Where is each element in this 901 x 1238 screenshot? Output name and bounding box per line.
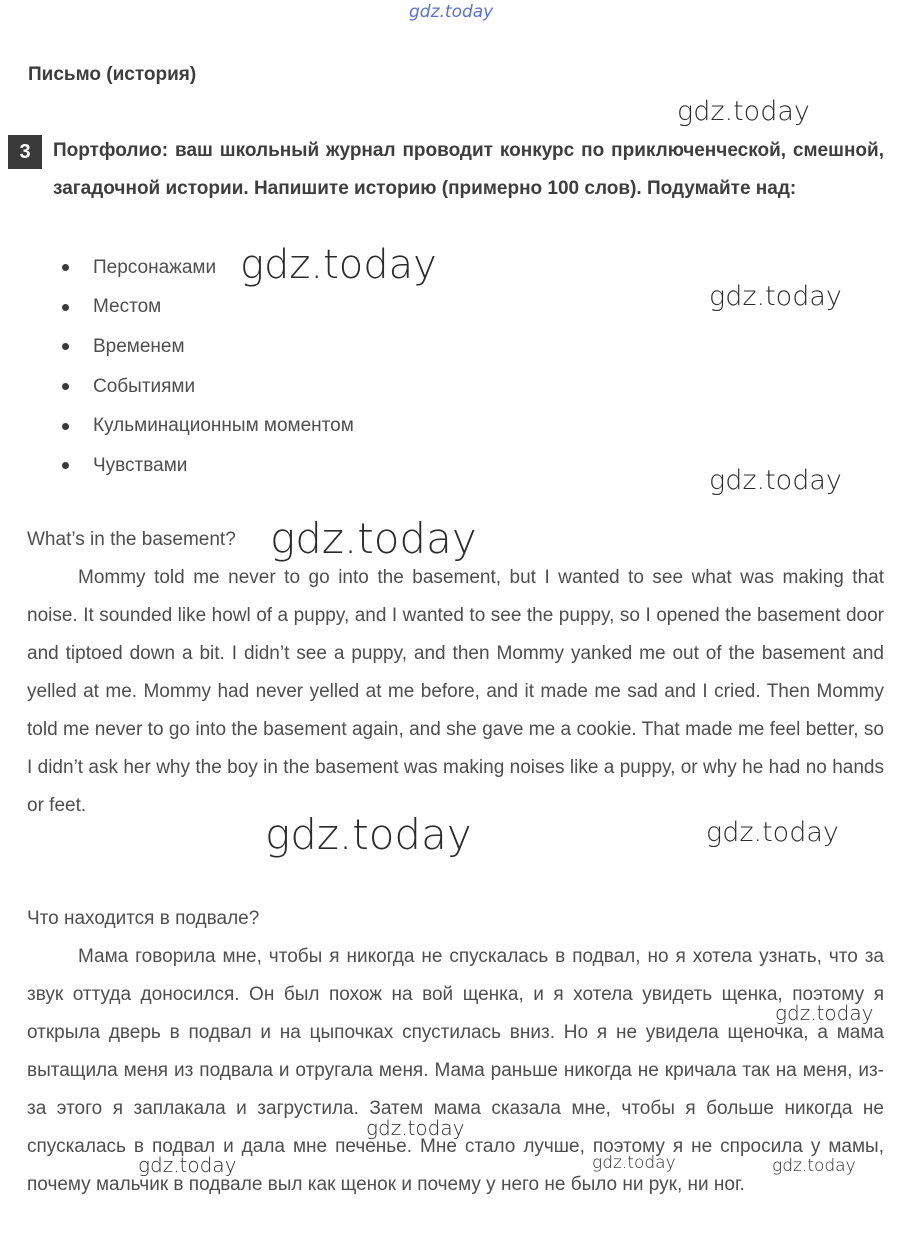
task-text: Портфолио: ваш школьный журнал проводит конкурс по приключенческой, смешной, загадочной истории. Напишите историю (примерно 100 слов). Подумайте над: [53,140,884,199]
watermark: gdz.today [265,810,472,859]
watermark: gdz.today [240,242,437,288]
bullet-icon [62,264,69,271]
bullet-icon [62,343,69,350]
watermark: gdz.today [138,1153,237,1177]
list-item [58,288,354,328]
list-item-label: Событиями [93,375,196,397]
list-item [58,367,354,407]
story-title-ru: Что находится в подвале? [27,908,260,929]
watermark: gdz.today [677,96,810,127]
story-title-en: What’s in the basement? [27,529,236,550]
list-item-label: Временем [93,335,185,357]
list-item-label: Кульминационным моментом [93,415,354,437]
list-item [58,327,354,367]
section-heading: Письмо (история) [28,64,197,85]
bullet-icon [62,423,69,430]
watermark: gdz.today [709,281,842,312]
watermark: gdz.today [709,465,842,496]
list-item [58,446,354,486]
bullet-icon [62,383,69,390]
watermark: gdz.today [775,1001,874,1025]
story-text-en: Mommy told me never to go into the basement, but I wanted to see what was making that noise. It sounded like howl of a puppy, and I wanted to see the puppy, so I opened the basement door and tiptoed down a bit. I didn’t see a puppy, and then Mommy yanked me out of the basement and yelled at me. Mommy had never yelled at me before, and it made me sad and I cried. Then Mommy told me never to go into the basement again, and she gave me a cookie. That made me feel better, so I didn’t ask her why the boy in the basement was making noises like a puppy, or why he had no hands or feet. [27,567,884,816]
list-item-label: Персонажами [93,256,217,278]
bullet-list [58,248,354,486]
watermark: gdz.today [706,817,839,848]
list-item [58,248,354,288]
list-item [58,406,354,446]
bullet-icon [62,462,69,469]
watermark: gdz.today [772,1156,856,1176]
bullet-icon [62,304,69,311]
watermark: gdz.today [592,1153,676,1173]
task-number-badge: 3 [8,135,42,169]
watermark: gdz.today [270,514,477,563]
list-item-label: Чувствами [93,454,188,476]
watermark: gdz.today [366,1116,465,1140]
story-text-ru: Мама говорила мне, чтобы я никогда не спускалась в подвал, но я хотела узнать, что за звук оттуда доносился. Он был похож на вой щенка, и я хотела увидеть щенка, поэтому я открыла дверь в подвал и на цыпочках спустилась вниз. Но я не увидела щеночка, а мама вытащила меня из подвала и отругала меня. Мама раньше никогда не кричала так на меня, из-за этого я заплакала и загрустила. Затем мама сказала мне, чтобы я больше никогда не спускалась в подвал и дала мне печенье. Мне стало лучше, поэтому я не спросила у мамы, почему мальчик в подвале выл как щенок и почему у него не было ни рук, ни ног. [27,946,884,1195]
watermark-top: gdz.today [409,2,494,22]
list-item-label: Местом [93,296,162,318]
